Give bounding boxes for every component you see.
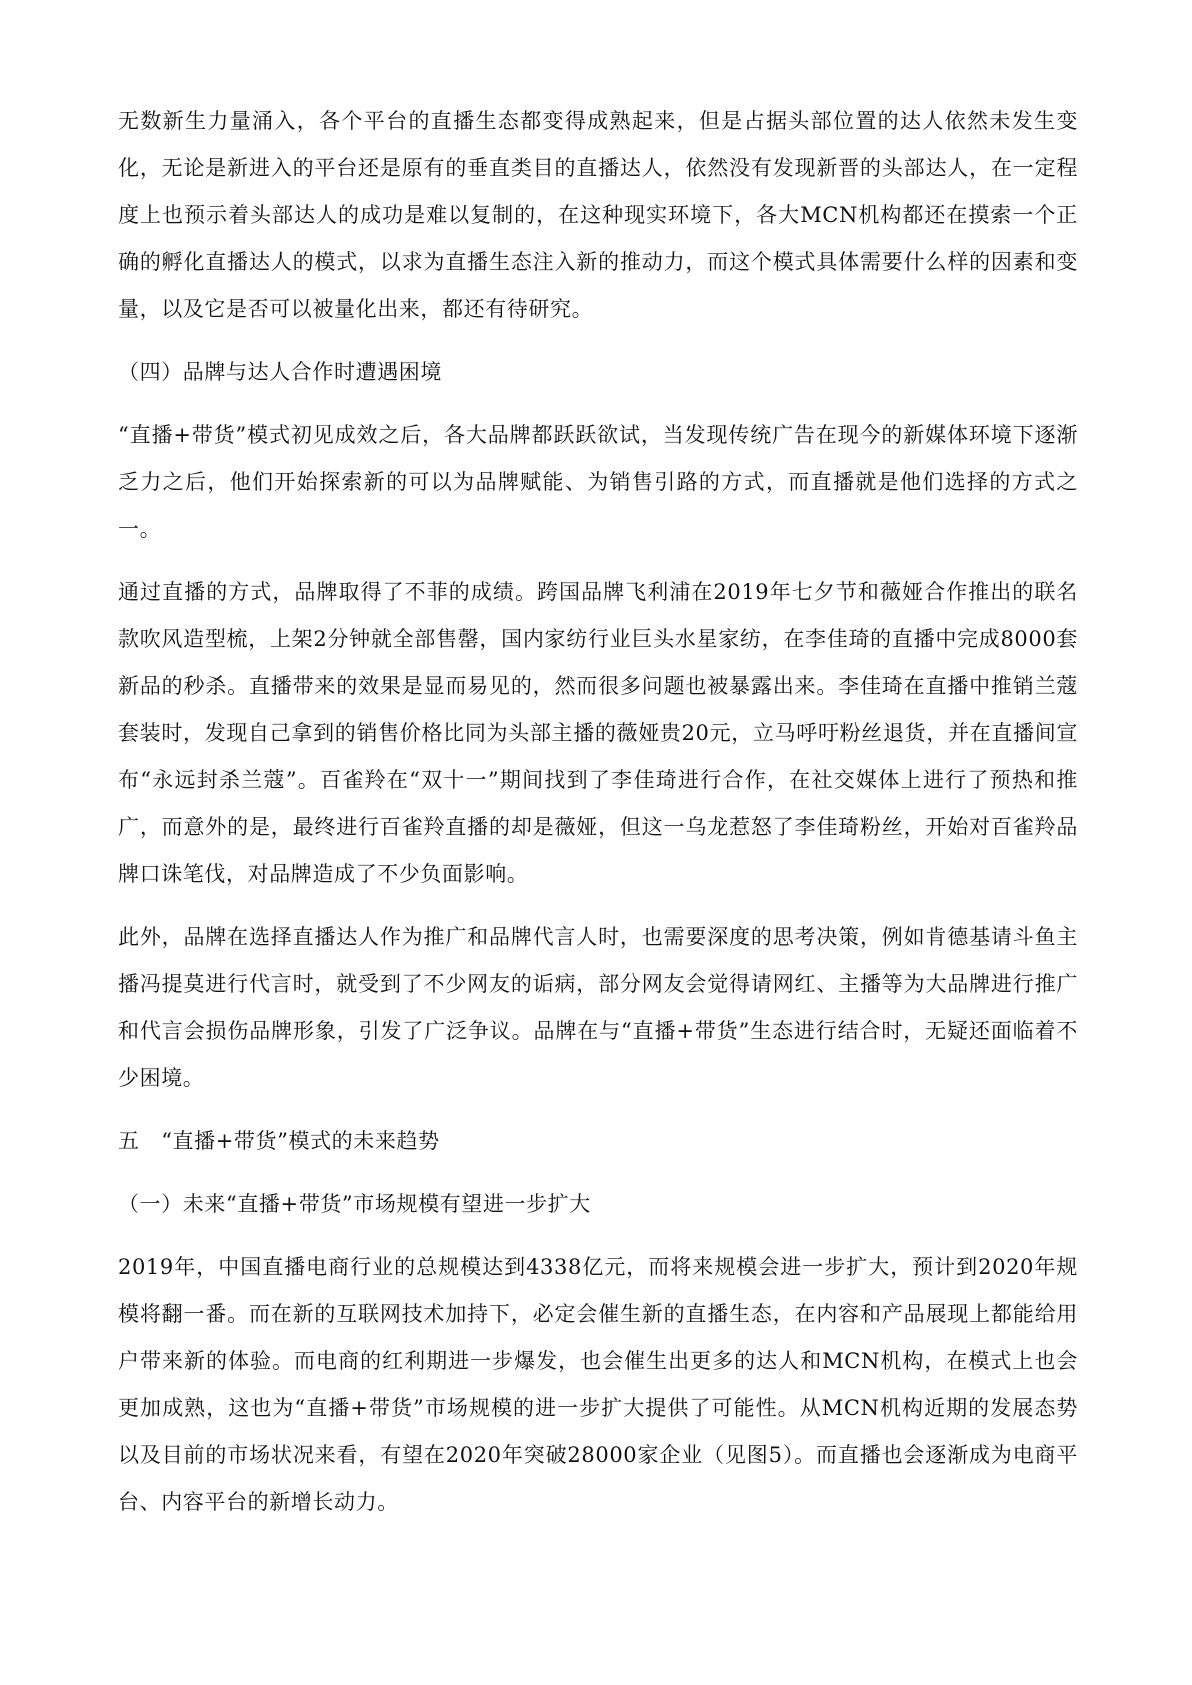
paragraph-mcn-incubation: 无数新生力量涌入，各个平台的直播生态都变得成熟起来，但是占据头部位置的达人依然未发生变化，无论是新进入的平台还是原有的垂直类目的直播达人，依然没有发现新晋的头部达人，在一定程度上也预示着头部达人的成功是难以复制的，在这种现实环境下，各大MCN机构都还在摸索一个正确的孵化直播达人的模式，以求为直播生态注入新的推动力，而这个模式具体需要什么样的因素和变量，以及它是否可以被量化出来，都还有待研究。	[118, 109, 1078, 321]
section-heading-brand-difficulty: （四）品牌与达人合作时遭遇困境	[118, 360, 442, 384]
paragraph-brands-try-live: “直播+带货”模式初见成效之后，各大品牌都跃跃欲试，当发现传统广告在现今的新媒体环境下逐渐乏力之后，他们开始探索新的可以为品牌赋能、为销售引路的方式，而直播就是他们选择的方式之一。	[118, 423, 1078, 541]
paragraph-endorsement-controversy: 此外，品牌在选择直播达人作为推广和品牌代言人时，也需要深度的思考决策，例如肯德基请斗鱼主播冯提莫进行代言时，就受到了不少网友的诟病，部分网友会觉得请网红、主播等为大品牌进行推广和代言会损伤品牌形象，引发了广泛争议。品牌在与“直播+带货”生态进行结合时，无疑还面临着不少困境。	[118, 925, 1078, 1090]
section-heading-future-trends: 五 “直播+带货”模式的未来趋势	[118, 1129, 440, 1153]
paragraph-market-scale: 2019年，中国直播电商行业的总规模达到4338亿元，而将来规模会进一步扩大，预计到2020年规模将翻一番。而在新的互联网技术加持下，必定会催生新的直播生态，在内容和产品展现上都能给用户带来新的体验。而电商的红利期进一步爆发，也会催生出更多的达人和MCN机构，在模式上也会更加成熟，这也为“直播+带货”市场规模的进一步扩大提供了可能性。从MCN机构近期的发展态势以及目前的市场状况来看，有望在2020年突破28000家企业（见图5）。而直播也会逐渐成为电商平台、内容平台的新增长动力。	[118, 1255, 1078, 1514]
paragraph-brand-results: 通过直播的方式，品牌取得了不菲的成绩。跨国品牌飞利浦在2019年七夕节和薇娅合作推出的联名款吹风造型梳，上架2分钟就全部售罄，国内家纺行业巨头水星家纺，在李佳琦的直播中完成8000套新品的秒杀。直播带来的效果是显而易见的，然而很多问题也被暴露出来。李佳琦在直播中推销兰蔻套装时，发现自己拿到的销售价格比同为头部主播的薇娅贵20元，立马呼吁粉丝退货，并在直播间宣布“永远封杀兰蔻”。百雀羚在“双十一”期间找到了李佳琦进行合作，在社交媒体上进行了预热和推广，而意外的是，最终进行百雀羚直播的却是薇娅，但这一乌龙惹怒了李佳琦粉丝，开始对百雀羚品牌口诛笔伐，对品牌造成了不少负面影响。	[118, 580, 1078, 886]
section-heading-market-expansion: （一）未来“直播+带货”市场规模有望进一步扩大	[118, 1192, 591, 1216]
document-body	[118, 98, 1078, 1542]
